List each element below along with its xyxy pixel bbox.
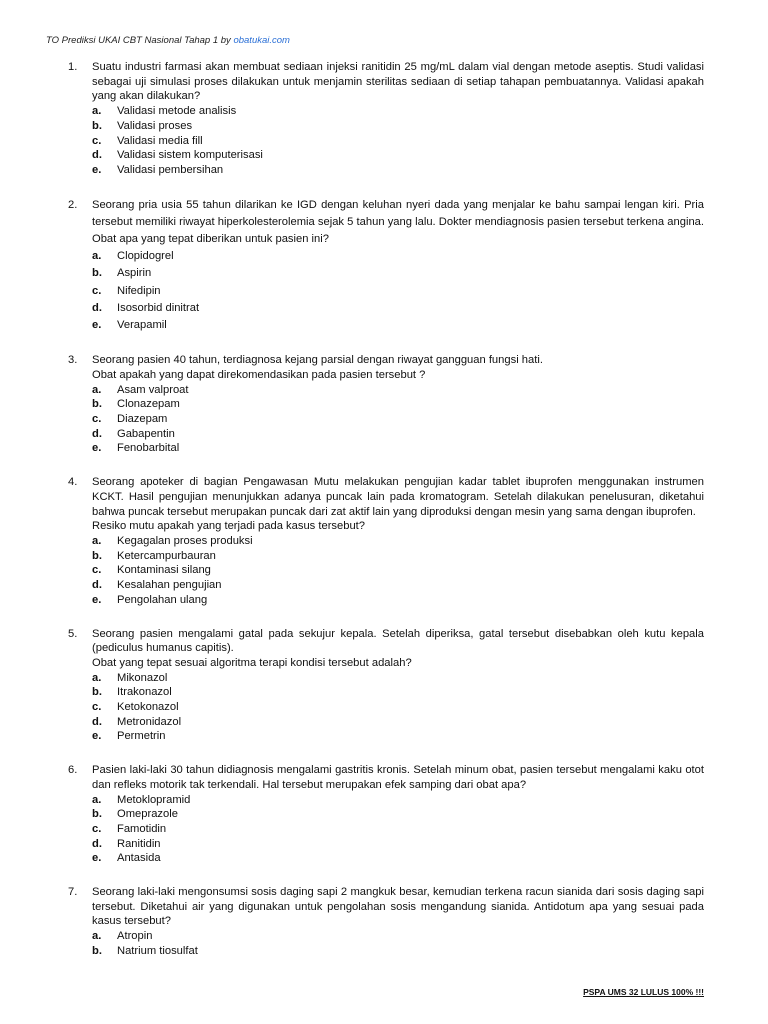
- answer-option: [92, 427, 704, 442]
- question-item: [68, 475, 704, 607]
- option-letter: b.: [92, 808, 102, 821]
- option-text: Metronidazol: [117, 715, 182, 728]
- option-letter: d.: [92, 837, 102, 850]
- option-text: Isosorbid dinitrat: [117, 301, 200, 314]
- answer-option: [92, 397, 704, 412]
- option-text: Diazepam: [117, 413, 168, 426]
- option-letter: b.: [92, 398, 102, 411]
- option-letter: c.: [92, 701, 102, 714]
- answer-option: [92, 929, 704, 944]
- question-number: 7.: [68, 886, 78, 899]
- answer-option: [92, 265, 704, 282]
- option-text: Validasi pembersihan: [117, 163, 224, 176]
- option-text: Antasida: [117, 852, 161, 865]
- answer-options: [92, 248, 704, 334]
- option-letter: d.: [92, 427, 102, 440]
- question-text: Seorang laki-laki mengonsumsi sosis daging sapi 2 mangkuk besar, kemudian terkena racun sianida dari sosis daging sapi tersebut. Diketahui air yang digunakan untuk pengolahan sosis mengandung sianida. Antidotum apa yang sesuai pada kasus tersebut?: [92, 886, 704, 928]
- question-list: [68, 60, 704, 978]
- answer-option: [92, 822, 704, 837]
- question-text: Obat apakah yang dapat direkomendasikan pada pasien tersebut ?: [92, 368, 426, 381]
- option-letter: d.: [92, 715, 102, 728]
- option-text: Clopidogrel: [117, 250, 174, 263]
- header-title: TO Prediksi UKAI CBT Nasional Tahap 1 by: [46, 35, 231, 46]
- answer-option: [92, 807, 704, 822]
- option-letter: c.: [92, 413, 102, 426]
- answer-options: [92, 104, 704, 178]
- option-text: Pengolahan ulang: [117, 593, 208, 606]
- option-text: Ranitidin: [117, 837, 161, 850]
- answer-option: [92, 793, 704, 808]
- answer-option: [92, 837, 704, 852]
- option-letter: e.: [92, 319, 102, 332]
- option-text: Omeprazole: [117, 808, 178, 821]
- option-letter: e.: [92, 593, 102, 606]
- question-number: 4.: [68, 476, 78, 489]
- answer-option: [92, 383, 704, 398]
- answer-option: [92, 549, 704, 564]
- option-text: Asam valproat: [117, 383, 189, 396]
- answer-options: [92, 793, 704, 867]
- option-text: Fenobarbital: [117, 442, 180, 455]
- answer-option: [92, 104, 704, 119]
- option-text: Validasi metode analisis: [117, 105, 237, 118]
- option-letter: c.: [92, 134, 102, 147]
- answer-options: [92, 671, 704, 745]
- option-text: Kontaminasi silang: [117, 564, 211, 577]
- question-text: Seorang pria usia 55 tahun dilarikan ke IGD dengan keluhan nyeri dada yang menjalar ke bahu sampai lengan kiri. Pria tersebut memiliki riwayat hiperkolesterolemia sejak 5 tahun yang lalu. Dokter mendiagnosis pasien tersebut terkena angina. Obat apa yang tepat diberikan untuk pasien ini?: [92, 198, 704, 246]
- question-item: [68, 197, 704, 335]
- option-text: Verapamil: [117, 319, 167, 332]
- question-item: [68, 353, 704, 456]
- option-text: Validasi media fill: [117, 134, 203, 147]
- question-text: Resiko mutu apakah yang terjadi pada kasus tersebut?: [92, 520, 366, 533]
- option-text: Famotidin: [117, 822, 167, 835]
- answer-option: [92, 134, 704, 149]
- option-text: Atropin: [117, 930, 153, 943]
- answer-options: [92, 534, 704, 608]
- option-letter: a.: [92, 534, 102, 547]
- option-letter: d.: [92, 301, 102, 314]
- option-letter: d.: [92, 579, 102, 592]
- option-letter: e.: [92, 163, 102, 176]
- option-text: Nifedipin: [117, 284, 161, 297]
- answer-option: [92, 593, 704, 608]
- header-site-link[interactable]: obatukai.com: [233, 35, 290, 46]
- option-letter: c.: [92, 822, 102, 835]
- answer-option: [92, 163, 704, 178]
- answer-option: [92, 729, 704, 744]
- answer-option: [92, 119, 704, 134]
- option-text: Itrakonazol: [117, 686, 172, 699]
- option-letter: b.: [92, 686, 102, 699]
- option-letter: a.: [92, 793, 102, 806]
- option-text: Permetrin: [117, 730, 166, 743]
- option-text: Kegagalan proses produksi: [117, 534, 253, 547]
- question-text: Seorang pasien 40 tahun, terdiagnosa kejang parsial dengan riwayat gangguan fungsi hati.: [92, 354, 543, 367]
- question-text: Seorang apoteker di bagian Pengawasan Mutu melakukan pengujian kadar tablet ibuprofen menggunakan instrumen KCKT. Hasil pengujian menunjukkan adanya puncak lain pada kromatogram. Setelah dilakukan penelusuran, diketahui bahwa puncak tersebut merupakan puncak dari zat aktif lain yang diproduksi dengan mesin yang sama dengan ibuprofen.: [92, 476, 704, 518]
- option-letter: c.: [92, 564, 102, 577]
- option-text: Validasi proses: [117, 119, 193, 132]
- answer-option: [92, 412, 704, 427]
- question-number: 3.: [68, 354, 78, 367]
- answer-option: [92, 148, 704, 163]
- answer-option: [92, 700, 704, 715]
- option-letter: c.: [92, 284, 102, 297]
- option-letter: a.: [92, 383, 102, 396]
- option-letter: d.: [92, 149, 102, 162]
- option-letter: b.: [92, 549, 102, 562]
- question-text: Seorang pasien mengalami gatal pada sekujur kepala. Setelah diperiksa, gatal tersebut disebabkan oleh kutu kepala (pediculus humanus capitis).: [92, 627, 704, 655]
- answer-option: [92, 563, 704, 578]
- option-letter: e.: [92, 852, 102, 865]
- option-letter: a.: [92, 105, 102, 118]
- question-text: Pasien laki-laki 30 tahun didiagnosis mengalami gastritis kronis. Setelah minum obat, pasien tersebut mengalami kaku otot dan refleks motorik tak terkendali. Hal tersebut merupakan efek samping dari obat apa?: [92, 764, 704, 791]
- option-letter: e.: [92, 442, 102, 455]
- question-number: 2.: [68, 198, 78, 211]
- option-text: Ketokonazol: [117, 701, 179, 714]
- answer-option: [92, 944, 704, 959]
- option-text: Kesalahan pengujian: [117, 579, 222, 592]
- question-text: Suatu industri farmasi akan membuat sediaan injeksi ranitidin 25 mg/mL dalam vial dengan metode aseptis. Studi validasi sebagai uji simulasi proses dilakukan untuk menjamin sterilitas sediaan di setiap tahapan pembuatannya. Validasi apakah yang akan dilakukan?: [92, 61, 704, 103]
- option-letter: b.: [92, 119, 102, 132]
- answer-option: [92, 248, 704, 265]
- option-text: Validasi sistem komputerisasi: [117, 149, 263, 162]
- answer-option: [92, 578, 704, 593]
- answer-option: [92, 534, 704, 549]
- page-header: [46, 35, 290, 46]
- option-letter: a.: [92, 671, 102, 684]
- question-number: 5.: [68, 627, 78, 640]
- option-text: Metoklopramid: [117, 793, 191, 806]
- question-text: Obat yang tepat sesuai algoritma terapi kondisi tersebut adalah?: [92, 656, 412, 669]
- answer-option: [92, 671, 704, 686]
- answer-options: [92, 383, 704, 457]
- answer-option: [92, 685, 704, 700]
- answer-option: [92, 283, 704, 300]
- page-footer: PSPA UMS 32 LULUS 100% !!!: [583, 987, 704, 997]
- question-number: 6.: [68, 764, 78, 777]
- answer-option: [92, 441, 704, 456]
- option-text: Aspirin: [117, 267, 152, 280]
- answer-option: [92, 300, 704, 317]
- question-item: [68, 627, 704, 745]
- answer-options: [92, 929, 704, 958]
- answer-option: [92, 851, 704, 866]
- option-text: Natrium tiosulfat: [117, 944, 198, 957]
- option-letter: a.: [92, 250, 102, 263]
- option-letter: e.: [92, 730, 102, 743]
- question-item: [68, 60, 704, 178]
- question-item: [68, 885, 704, 959]
- answer-option: [92, 715, 704, 730]
- option-text: Gabapentin: [117, 427, 175, 440]
- question-number: 1.: [68, 61, 78, 73]
- option-text: Ketercampurbauran: [117, 549, 216, 562]
- option-text: Mikonazol: [117, 671, 168, 684]
- option-letter: a.: [92, 930, 102, 943]
- answer-option: [92, 317, 704, 334]
- option-letter: b.: [92, 267, 102, 280]
- option-letter: b.: [92, 944, 102, 957]
- question-item: [68, 763, 704, 866]
- option-text: Clonazepam: [117, 398, 180, 411]
